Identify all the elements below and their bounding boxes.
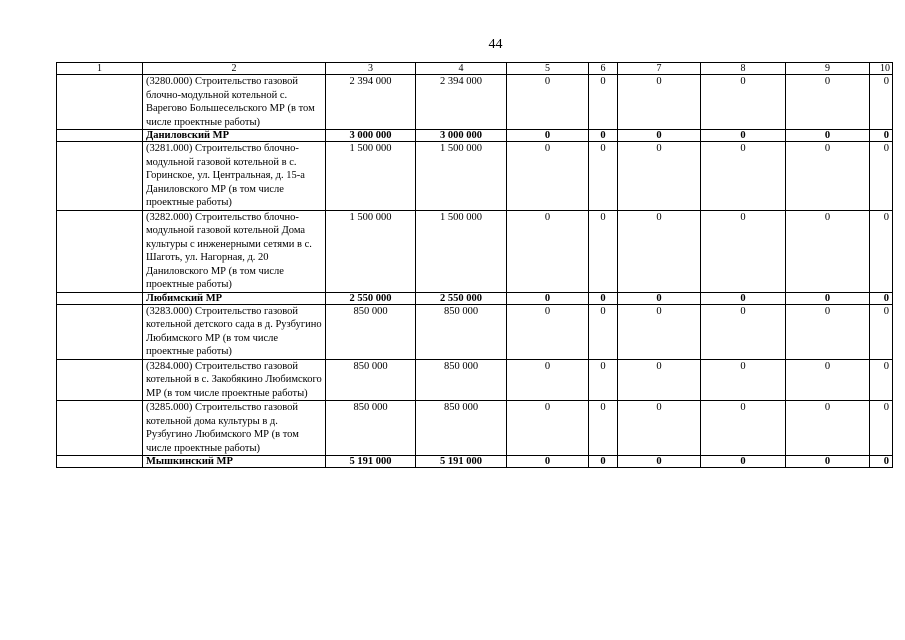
cell-col4: 2 550 000 — [416, 292, 507, 304]
cell-col4: 2 394 000 — [416, 75, 507, 130]
cell-col7: 0 — [618, 292, 701, 304]
cell-col8: 0 — [701, 75, 786, 130]
cell-col3: 2 394 000 — [326, 75, 416, 130]
cell-col9: 0 — [786, 359, 870, 401]
cell-col3: 850 000 — [326, 359, 416, 401]
cell-col4: 3 000 000 — [416, 130, 507, 142]
cell-col4: 850 000 — [416, 304, 507, 359]
cell-col3: 850 000 — [326, 401, 416, 456]
cell-name: (3280.000) Строительство газовой блочно-модульной котельной с. Варегово Большесельского МР (в том числе проектные работы) — [143, 75, 326, 130]
table-row — [57, 401, 893, 456]
cell-col6: 0 — [589, 456, 618, 468]
cell-col9: 0 — [786, 292, 870, 304]
cell-col7: 0 — [618, 401, 701, 456]
table-row — [57, 304, 893, 359]
column-header: 8 — [701, 63, 786, 75]
cell-col5: 0 — [507, 304, 589, 359]
cell-col4: 5 191 000 — [416, 456, 507, 468]
cell-col1 — [57, 456, 143, 468]
table-row — [57, 142, 893, 211]
cell-col9: 0 — [786, 456, 870, 468]
cell-name: (3285.000) Строительство газовой котельной дома культуры в д. Рузбугино Любимского МР (в том числе проектные работы) — [143, 401, 326, 456]
cell-col4: 850 000 — [416, 401, 507, 456]
column-header: 2 — [143, 63, 326, 75]
cell-col7: 0 — [618, 359, 701, 401]
cell-col5: 0 — [507, 456, 589, 468]
cell-name: Мышкинский МР — [143, 456, 326, 468]
cell-col8: 0 — [701, 130, 786, 142]
cell-col9: 0 — [786, 130, 870, 142]
cell-col6: 0 — [589, 292, 618, 304]
column-header: 10 — [870, 63, 893, 75]
cell-col5: 0 — [507, 359, 589, 401]
column-header-row — [57, 63, 893, 75]
cell-col10: 0 — [870, 304, 893, 359]
cell-name: Даниловский МР — [143, 130, 326, 142]
cell-col1 — [57, 304, 143, 359]
cell-col8: 0 — [701, 359, 786, 401]
cell-col10: 0 — [870, 75, 893, 130]
cell-col10: 0 — [870, 456, 893, 468]
cell-col9: 0 — [786, 304, 870, 359]
cell-col4: 1 500 000 — [416, 142, 507, 211]
cell-col8: 0 — [701, 210, 786, 292]
cell-col3: 5 191 000 — [326, 456, 416, 468]
cell-col1 — [57, 401, 143, 456]
cell-name: (3284.000) Строительство газовой котельной в с. Закобякино Любимского МР (в том числе проектные работы) — [143, 359, 326, 401]
column-header: 9 — [786, 63, 870, 75]
cell-col6: 0 — [589, 210, 618, 292]
column-header: 4 — [416, 63, 507, 75]
cell-col8: 0 — [701, 456, 786, 468]
cell-col9: 0 — [786, 142, 870, 211]
cell-col4: 1 500 000 — [416, 210, 507, 292]
cell-col8: 0 — [701, 401, 786, 456]
column-header: 3 — [326, 63, 416, 75]
cell-col1 — [57, 359, 143, 401]
cell-name: (3281.000) Строительство блочно-модульной газовой котельной в с. Горинское, ул. Центральная, д. 15-а Даниловского МР (в том числе проектные работы) — [143, 142, 326, 211]
cell-col6: 0 — [589, 359, 618, 401]
cell-col5: 0 — [507, 130, 589, 142]
cell-col5: 0 — [507, 401, 589, 456]
cell-col9: 0 — [786, 401, 870, 456]
table-row — [57, 359, 893, 401]
cell-col10: 0 — [870, 210, 893, 292]
table-row — [57, 75, 893, 130]
cell-col5: 0 — [507, 75, 589, 130]
cell-col3: 2 550 000 — [326, 292, 416, 304]
cell-col7: 0 — [618, 456, 701, 468]
cell-col10: 0 — [870, 142, 893, 211]
cell-col3: 3 000 000 — [326, 130, 416, 142]
cell-col6: 0 — [589, 142, 618, 211]
cell-col10: 0 — [870, 359, 893, 401]
cell-col10: 0 — [870, 130, 893, 142]
cell-col7: 0 — [618, 130, 701, 142]
cell-col10: 0 — [870, 401, 893, 456]
cell-col1 — [57, 292, 143, 304]
cell-col9: 0 — [786, 75, 870, 130]
cell-col10: 0 — [870, 292, 893, 304]
cell-col5: 0 — [507, 292, 589, 304]
column-header: 5 — [507, 63, 589, 75]
cell-col1 — [57, 210, 143, 292]
cell-col1 — [57, 142, 143, 211]
cell-col3: 850 000 — [326, 304, 416, 359]
cell-col7: 0 — [618, 304, 701, 359]
cell-col1 — [57, 130, 143, 142]
cell-col9: 0 — [786, 210, 870, 292]
column-header: 1 — [57, 63, 143, 75]
cell-col5: 0 — [507, 210, 589, 292]
budget-table — [56, 62, 893, 468]
page-number: 44 — [488, 37, 503, 52]
cell-name: Любимский МР — [143, 292, 326, 304]
column-header: 6 — [589, 63, 618, 75]
table-row-total — [57, 292, 893, 304]
cell-col6: 0 — [589, 304, 618, 359]
cell-col8: 0 — [701, 292, 786, 304]
cell-col6: 0 — [589, 75, 618, 130]
table-row — [57, 210, 893, 292]
cell-col8: 0 — [701, 142, 786, 211]
cell-col7: 0 — [618, 142, 701, 211]
cell-col8: 0 — [701, 304, 786, 359]
cell-name: (3282.000) Строительство блочно-модульной газовой котельной Дома культуры с инженерными сетями в с. Шаготь, ул. Нагорная, д. 20 Даниловского МР (в том числе проектные работы) — [143, 210, 326, 292]
column-header: 7 — [618, 63, 701, 75]
cell-col7: 0 — [618, 210, 701, 292]
table-row-total — [57, 456, 893, 468]
cell-col1 — [57, 75, 143, 130]
cell-col3: 1 500 000 — [326, 142, 416, 211]
cell-col6: 0 — [589, 401, 618, 456]
cell-col5: 0 — [507, 142, 589, 211]
cell-col6: 0 — [589, 130, 618, 142]
table-row-total — [57, 130, 893, 142]
cell-col7: 0 — [618, 75, 701, 130]
cell-col3: 1 500 000 — [326, 210, 416, 292]
cell-col4: 850 000 — [416, 359, 507, 401]
cell-name: (3283.000) Строительство газовой котельной детского сада в д. Рузбугино Любимского МР (в том числе проектные работы) — [143, 304, 326, 359]
